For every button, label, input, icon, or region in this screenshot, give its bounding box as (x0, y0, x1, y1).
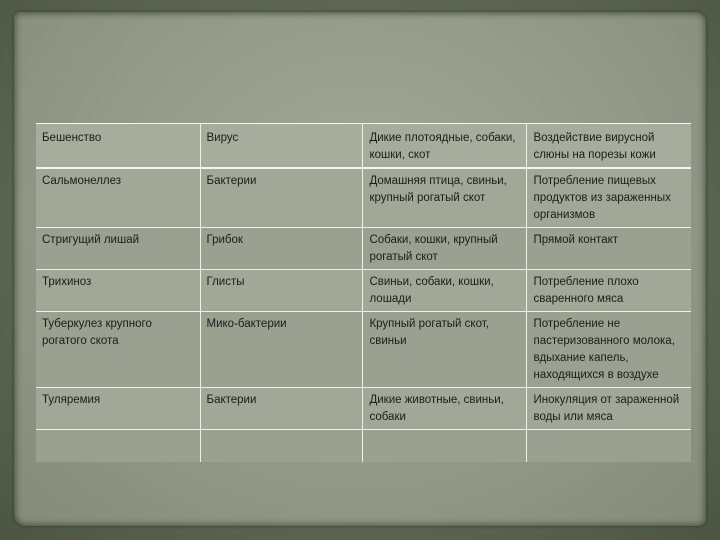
table-cell: Дикие животные, свиньи, собаки (363, 388, 527, 430)
table-cell: Бешенство (36, 124, 200, 169)
table-cell: Прямой контакт (527, 228, 691, 270)
table-cell (200, 430, 363, 463)
table-cell: Потребление плохо сваренного мяса (527, 270, 691, 312)
table-cell: Инокуляция от зараженной воды или мяса (527, 388, 691, 430)
table-cell (36, 430, 200, 463)
table-cell (527, 430, 691, 463)
table-cell: Потребление пищевых продуктов из зараженных организмов (527, 168, 691, 228)
table-row (36, 228, 691, 270)
disease-table (36, 123, 691, 462)
table-cell: Глисты (200, 270, 363, 312)
table-cell: Домашняя птица, свиньи, крупный рогатый скот (363, 168, 527, 228)
table-row (36, 270, 691, 312)
table-header-row (36, 124, 691, 169)
table-row (36, 312, 691, 388)
table-cell: Собаки, кошки, крупный рогатый скот (363, 228, 527, 270)
table-cell: Бактерии (200, 168, 363, 228)
table-cell: Потребление не пастеризованного молока, вдыхание капель, находящихся в воздухе (527, 312, 691, 388)
table-cell: Туляремия (36, 388, 200, 430)
table-cell: Стригущий лишай (36, 228, 200, 270)
table-cell: Бактерии (200, 388, 363, 430)
table-cell (363, 430, 527, 463)
table-cell: Воздействие вирусной слюны на порезы кожи (527, 124, 691, 169)
table-cell: Грибок (200, 228, 363, 270)
table-cell: Крупный рогатый скот, свиньи (363, 312, 527, 388)
table-row (36, 168, 691, 228)
table-cell: Вирус (200, 124, 363, 169)
table-cell: Свиньи, собаки, кошки, лошади (363, 270, 527, 312)
table-cell: Дикие плотоядные, собаки, кошки, скот (363, 124, 527, 169)
table-cell: Сальмонеллез (36, 168, 200, 228)
table-row (36, 388, 691, 430)
table-cell: Туберкулез крупного рогатого скота (36, 312, 200, 388)
table-cell: Трихиноз (36, 270, 200, 312)
table-cell: Мико-бактерии (200, 312, 363, 388)
table-row-empty (36, 430, 691, 463)
